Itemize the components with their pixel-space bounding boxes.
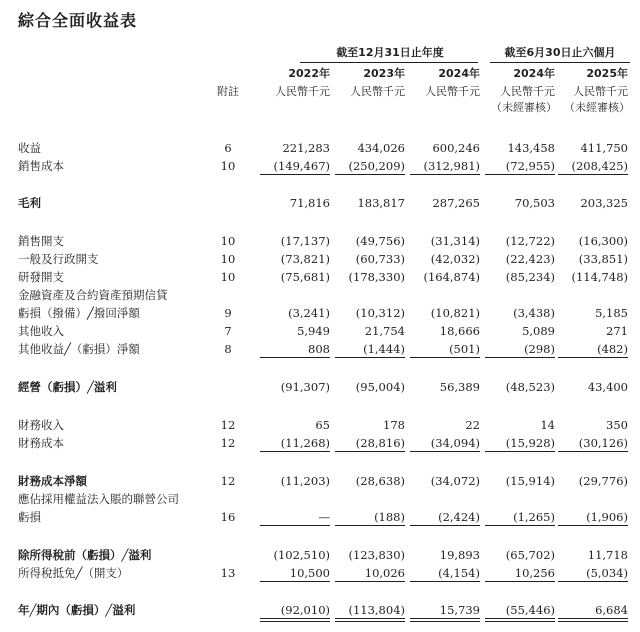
row-value: (29,776) bbox=[578, 474, 628, 488]
subtotal-rule bbox=[558, 525, 628, 526]
row-value: 21,754 bbox=[364, 324, 405, 338]
header-unaudited-1: （未經審核） bbox=[491, 101, 557, 114]
header-year-2025-half: 2025年 bbox=[586, 67, 628, 80]
row-value: (312,981) bbox=[423, 159, 480, 173]
row-value: 143,458 bbox=[507, 141, 555, 155]
row-value: (49,756) bbox=[355, 234, 405, 248]
row-value: (91,307) bbox=[280, 380, 330, 394]
subtotal-rule bbox=[485, 357, 555, 358]
row-value: (113,804) bbox=[348, 603, 405, 617]
subtotal-rule bbox=[485, 581, 555, 582]
row-value: (85,234) bbox=[505, 270, 555, 284]
row-value: (42,032) bbox=[430, 252, 480, 266]
row-note: 13 bbox=[220, 566, 236, 580]
header-year-2022: 2022年 bbox=[288, 67, 330, 80]
header-year-2024-half: 2024年 bbox=[513, 67, 555, 80]
header-group-year-rule bbox=[300, 62, 478, 63]
header-group-period-rule bbox=[490, 62, 630, 63]
total-double-rule bbox=[410, 618, 480, 622]
row-value: (75,681) bbox=[280, 270, 330, 284]
row-value: 71,816 bbox=[289, 196, 330, 210]
row-note: 10 bbox=[220, 234, 236, 248]
header-note-label: 附註 bbox=[217, 85, 239, 98]
header-currency-1: 人民幣千元 bbox=[275, 85, 330, 98]
row-value: 10,256 bbox=[514, 566, 555, 580]
row-value: 434,026 bbox=[357, 141, 405, 155]
row-value: (17,137) bbox=[280, 234, 330, 248]
row-value: 10,026 bbox=[364, 566, 405, 580]
row-value: (114,748) bbox=[571, 270, 628, 284]
row-note: 10 bbox=[220, 270, 236, 284]
row-value: (28,816) bbox=[355, 436, 405, 450]
subtotal-rule bbox=[260, 525, 330, 526]
row-label: 財務成本 bbox=[18, 436, 64, 450]
row-value: (178,330) bbox=[348, 270, 405, 284]
subtotal-rule bbox=[410, 451, 480, 452]
row-value: (208,425) bbox=[571, 159, 628, 173]
row-label: 收益 bbox=[18, 141, 41, 155]
row-value: 70,503 bbox=[514, 196, 555, 210]
row-value: (149,467) bbox=[273, 159, 330, 173]
row-note: 7 bbox=[224, 324, 232, 338]
row-label: 銷售成本 bbox=[18, 159, 64, 173]
row-value: 287,265 bbox=[432, 196, 480, 210]
row-value: (95,004) bbox=[355, 380, 405, 394]
row-value: 6,684 bbox=[595, 603, 628, 617]
subtotal-rule bbox=[260, 174, 330, 175]
subtotal-rule bbox=[410, 525, 480, 526]
page-title: 綜合全面收益表 bbox=[18, 11, 138, 30]
subtotal-rule bbox=[410, 174, 480, 175]
subtotal-rule bbox=[260, 581, 330, 582]
row-value: 5,089 bbox=[522, 324, 555, 338]
row-value: (11,203) bbox=[280, 474, 330, 488]
row-value: (10,821) bbox=[430, 306, 480, 320]
row-value: (16,300) bbox=[578, 234, 628, 248]
row-value: (15,928) bbox=[505, 436, 555, 450]
row-value: (482) bbox=[597, 342, 628, 356]
subtotal-rule bbox=[558, 357, 628, 358]
row-value: (11,268) bbox=[280, 436, 330, 450]
row-label: 除所得稅前（虧損）╱溢利 bbox=[18, 548, 152, 562]
row-label: 一般及行政開支 bbox=[18, 252, 99, 266]
row-value: (501) bbox=[449, 342, 480, 356]
header-year-2023: 2023年 bbox=[363, 67, 405, 80]
row-value: 18,666 bbox=[439, 324, 480, 338]
row-value: 19,893 bbox=[439, 548, 480, 562]
subtotal-rule bbox=[335, 525, 405, 526]
row-value: (72,955) bbox=[505, 159, 555, 173]
row-value: 56,389 bbox=[439, 380, 480, 394]
row-value: — bbox=[318, 510, 330, 524]
header-year-2024: 2024年 bbox=[438, 67, 480, 80]
row-value: (3,241) bbox=[288, 306, 330, 320]
row-value: (73,821) bbox=[280, 252, 330, 266]
row-label: 年╱期內（虧損）╱溢利 bbox=[18, 603, 136, 617]
row-label: 財務成本淨額 bbox=[18, 474, 87, 488]
total-double-rule bbox=[260, 618, 330, 622]
header-currency-4: 人民幣千元 bbox=[500, 85, 555, 98]
row-label: 財務收入 bbox=[18, 418, 64, 432]
row-value: (15,914) bbox=[505, 474, 555, 488]
row-note: 12 bbox=[220, 418, 236, 432]
subtotal-rule bbox=[260, 357, 330, 358]
row-label: 毛利 bbox=[18, 196, 41, 210]
subtotal-rule bbox=[485, 174, 555, 175]
row-value: (10,312) bbox=[355, 306, 405, 320]
row-value: 203,325 bbox=[580, 196, 628, 210]
row-value: 11,718 bbox=[587, 548, 628, 562]
row-value: 65 bbox=[315, 418, 330, 432]
row-value: 411,750 bbox=[580, 141, 628, 155]
subtotal-rule bbox=[485, 525, 555, 526]
row-value: (28,638) bbox=[355, 474, 405, 488]
row-value: 183,817 bbox=[357, 196, 405, 210]
row-note: 6 bbox=[224, 141, 232, 155]
row-value: (31,314) bbox=[430, 234, 480, 248]
row-label: 虧損 bbox=[18, 510, 41, 524]
row-note: 8 bbox=[224, 342, 232, 356]
row-value: (102,510) bbox=[273, 548, 330, 562]
row-value: (250,209) bbox=[348, 159, 405, 173]
row-label: 金融資產及合約資產預期信貸 bbox=[18, 288, 168, 302]
row-value: 350 bbox=[606, 418, 628, 432]
row-label: 其他收入 bbox=[18, 324, 64, 338]
row-value: (1,906) bbox=[586, 510, 628, 524]
row-label: 經營（虧損）╱溢利 bbox=[18, 380, 117, 394]
row-label: 應佔採用權益法入賬的聯營公司 bbox=[18, 492, 179, 506]
row-value: 178 bbox=[383, 418, 405, 432]
row-note: 10 bbox=[220, 159, 236, 173]
row-value: (5,034) bbox=[586, 566, 628, 580]
row-value: (2,424) bbox=[438, 510, 480, 524]
row-value: 5,949 bbox=[297, 324, 330, 338]
row-value: (188) bbox=[374, 510, 405, 524]
row-value: (3,438) bbox=[513, 306, 555, 320]
subtotal-rule bbox=[335, 581, 405, 582]
header-currency-5: 人民幣千元 bbox=[573, 85, 628, 98]
row-value: (123,830) bbox=[348, 548, 405, 562]
row-value: (12,722) bbox=[505, 234, 555, 248]
row-value: (48,523) bbox=[505, 380, 555, 394]
subtotal-rule bbox=[558, 451, 628, 452]
row-value: (4,154) bbox=[438, 566, 480, 580]
row-value: 15,739 bbox=[439, 603, 480, 617]
header-currency-3: 人民幣千元 bbox=[425, 85, 480, 98]
row-value: 5,185 bbox=[595, 306, 628, 320]
row-note: 9 bbox=[224, 306, 232, 320]
row-value: (55,446) bbox=[505, 603, 555, 617]
subtotal-rule bbox=[410, 357, 480, 358]
total-double-rule bbox=[335, 618, 405, 622]
row-value: 43,400 bbox=[587, 380, 628, 394]
subtotal-rule bbox=[335, 451, 405, 452]
row-label: 其他收益╱（虧損）淨額 bbox=[18, 342, 140, 356]
row-note: 16 bbox=[220, 510, 236, 524]
subtotal-rule bbox=[558, 581, 628, 582]
subtotal-rule bbox=[260, 451, 330, 452]
row-value: 10,500 bbox=[289, 566, 330, 580]
row-value: 600,246 bbox=[432, 141, 480, 155]
row-value: (33,851) bbox=[578, 252, 628, 266]
row-value: (92,010) bbox=[280, 603, 330, 617]
row-value: 14 bbox=[540, 418, 555, 432]
row-label: 所得稅抵免╱（開支） bbox=[18, 566, 129, 580]
subtotal-rule bbox=[558, 174, 628, 175]
header-currency-2: 人民幣千元 bbox=[350, 85, 405, 98]
subtotal-rule bbox=[335, 357, 405, 358]
row-value: 221,283 bbox=[282, 141, 330, 155]
row-value: (1,265) bbox=[513, 510, 555, 524]
row-value: (22,423) bbox=[505, 252, 555, 266]
subtotal-rule bbox=[485, 451, 555, 452]
row-value: (164,874) bbox=[423, 270, 480, 284]
total-double-rule bbox=[558, 618, 628, 622]
row-note: 12 bbox=[220, 436, 236, 450]
row-value: (60,733) bbox=[355, 252, 405, 266]
row-value: (34,094) bbox=[430, 436, 480, 450]
row-label: 虧損（撥備）╱撥回淨額 bbox=[18, 306, 140, 320]
row-value: 22 bbox=[465, 418, 480, 432]
row-label: 銷售開支 bbox=[18, 234, 64, 248]
subtotal-rule bbox=[410, 581, 480, 582]
row-value: (65,702) bbox=[505, 548, 555, 562]
row-value: (1,444) bbox=[363, 342, 405, 356]
row-label: 研發開支 bbox=[18, 270, 64, 284]
header-group-period: 截至6月30日止六個月 bbox=[504, 46, 616, 59]
row-value: (34,072) bbox=[430, 474, 480, 488]
row-value: (30,126) bbox=[578, 436, 628, 450]
total-double-rule bbox=[485, 618, 555, 622]
header-unaudited-2: （未經審核） bbox=[564, 101, 630, 114]
row-note: 12 bbox=[220, 474, 236, 488]
subtotal-rule bbox=[335, 174, 405, 175]
row-value: 271 bbox=[606, 324, 628, 338]
header-group-year: 截至12月31日止年度 bbox=[336, 46, 444, 59]
row-value: (298) bbox=[524, 342, 555, 356]
row-value: 808 bbox=[308, 342, 330, 356]
row-note: 10 bbox=[220, 252, 236, 266]
